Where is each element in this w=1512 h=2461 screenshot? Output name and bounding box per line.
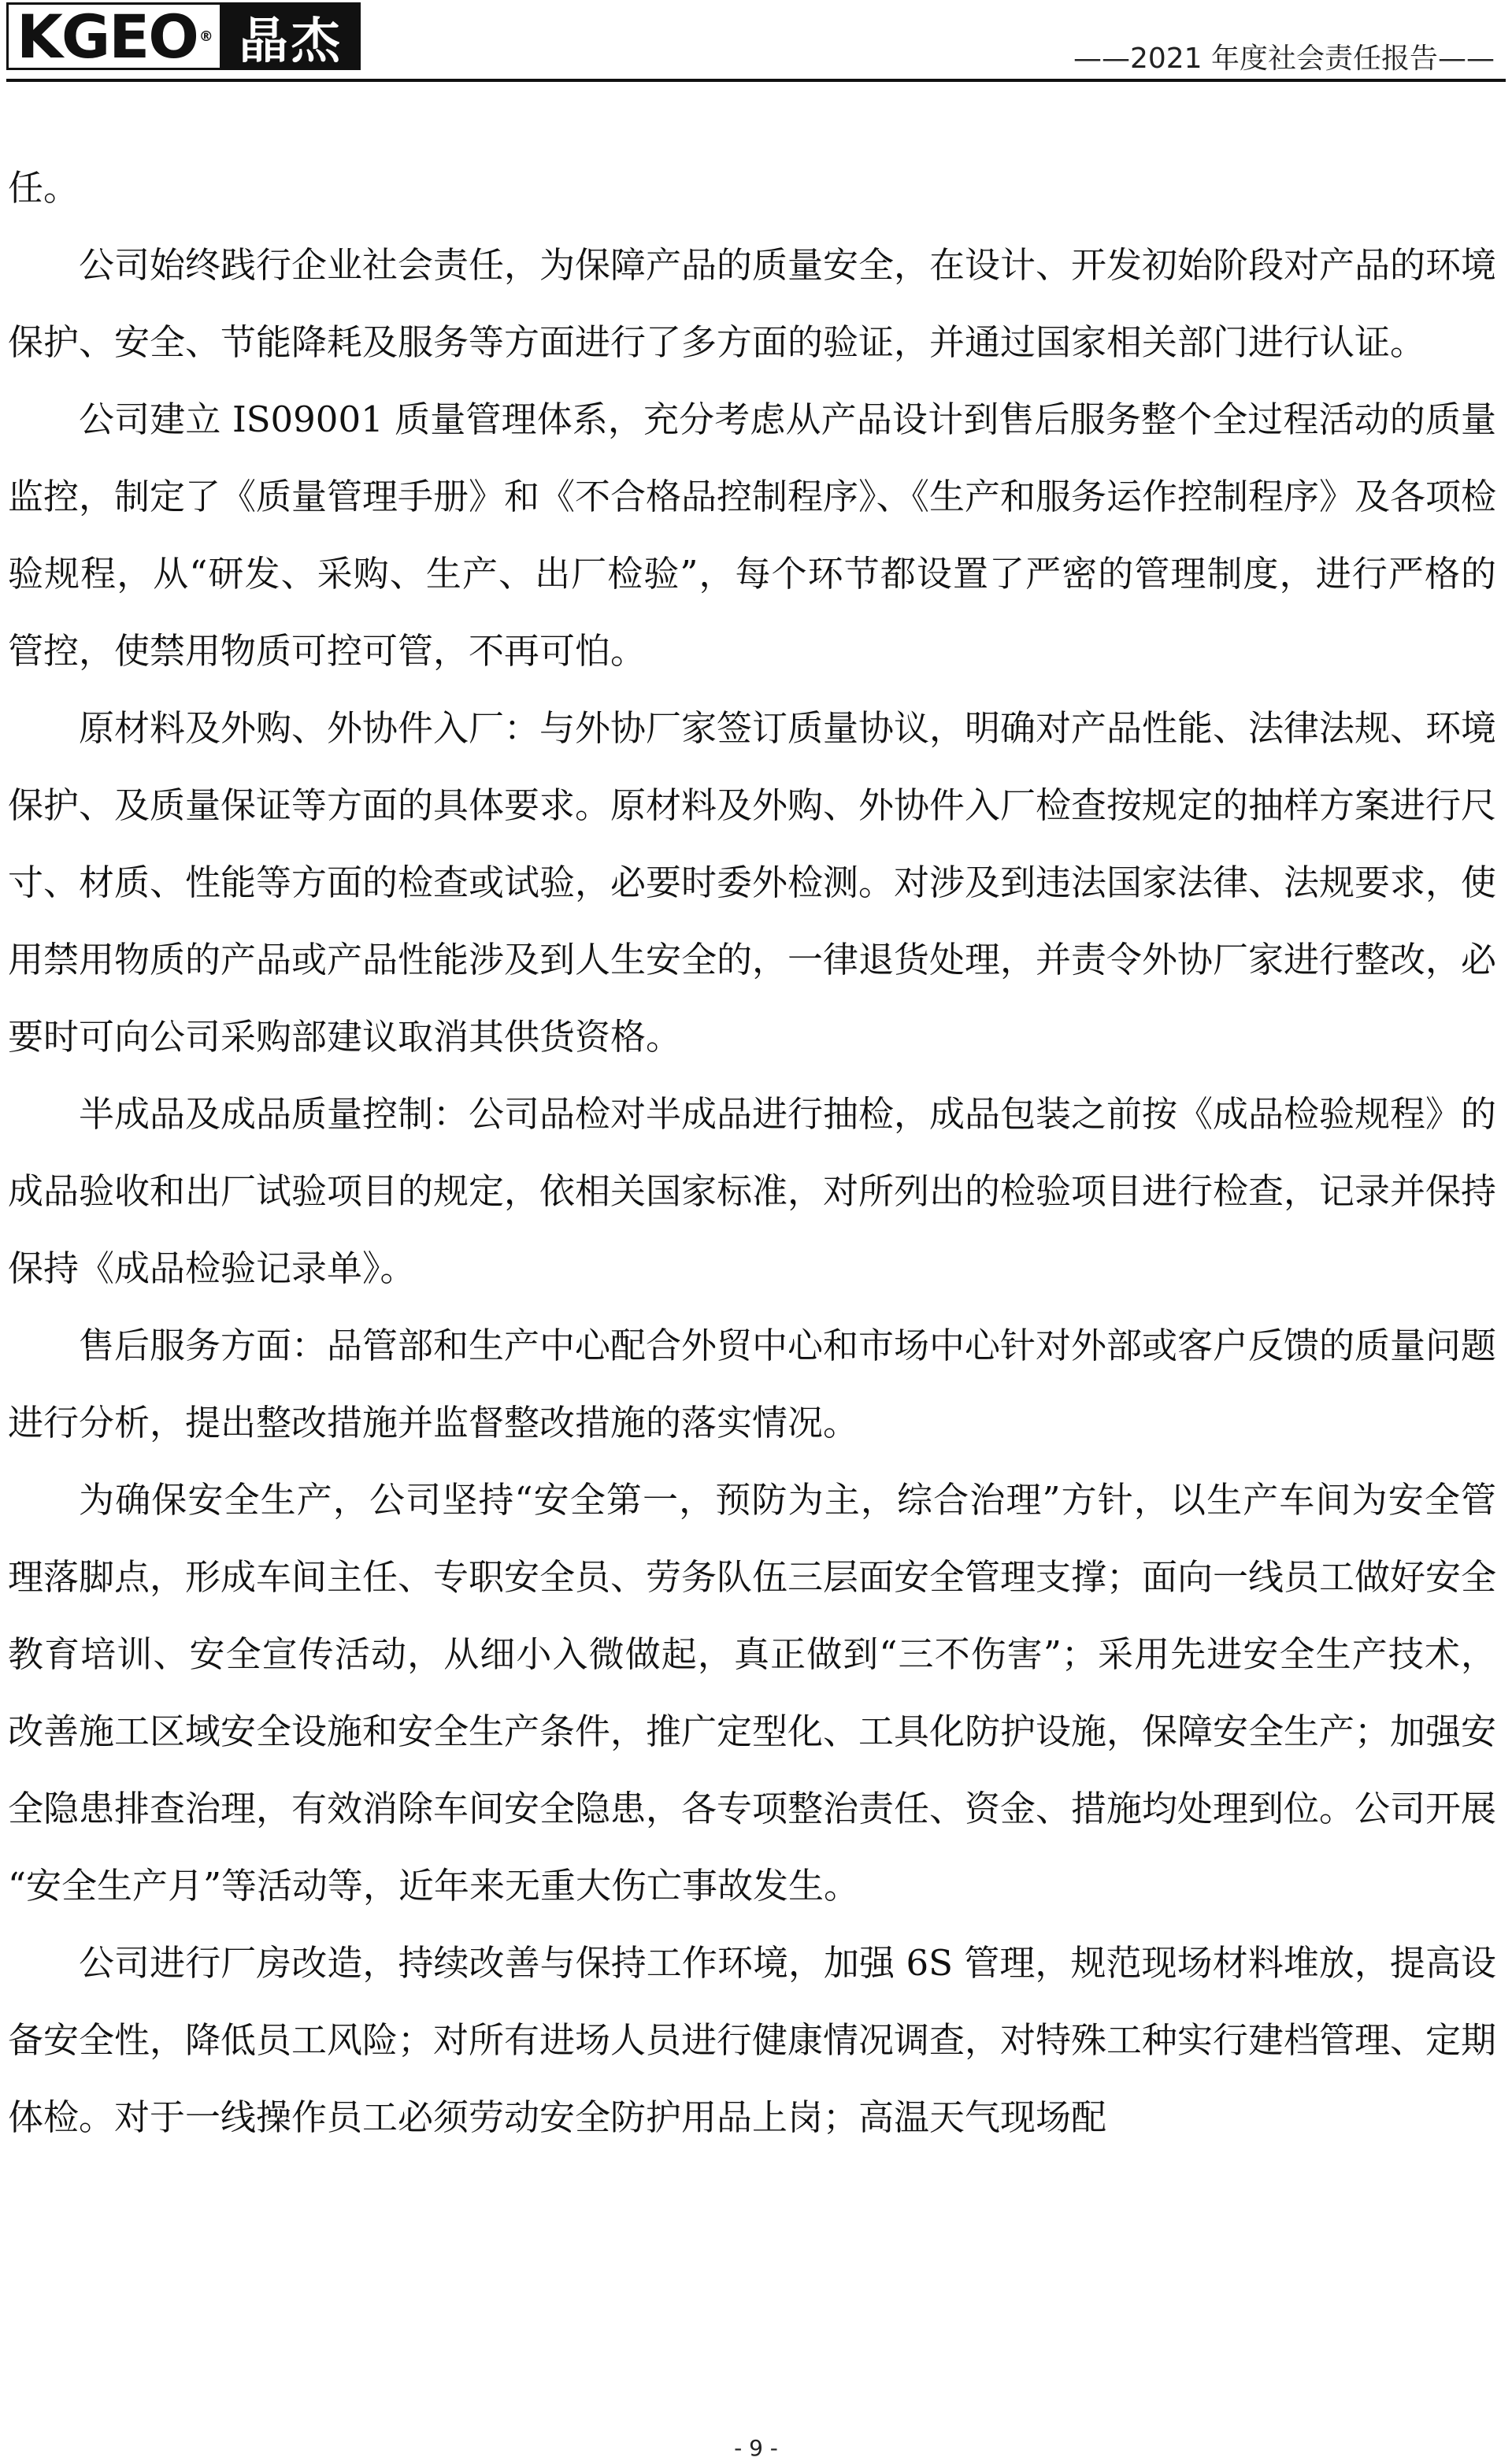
logo-chinese-name: 晶杰 (222, 2, 361, 70)
paragraph-continuation: 任。 (8, 167, 80, 209)
paragraph-incoming-materials: 原材料及外购、外协件入厂：与外协厂家签订质量协议，明确对产品性能、法律法规、环境保护、及质量保证等方面的具体要求。原材料及外购、外协件入厂检查按规定的抽样方案进行尺寸、材质、性能等方面的检查或试验，必要时委外检测。对涉及到违法国家法律、法规要求，使用禁用物质的产品或产品性能涉及到人生安全的，一律退货处理，并责令外协厂家进行整改，必要时可向公司采购部建议取消其供货资格。 (8, 707, 1497, 1058)
report-title: ——2021 年度社会责任报告—— (1073, 43, 1495, 75)
page-header (0, 0, 1512, 87)
paragraph-quality-system: 公司建立 IS09001 质量管理体系，充分考虑从产品设计到售后服务整个全过程活动的质量监控，制定了《质量管理手册》和《不合格品控制程序》、《生产和服务运作控制程序》及各项检验规程，从“研发、采购、生产、出厂检验”，每个环节都设置了严密的管理制度，进行严格的管控，使禁用物质可控可管，不再可怕。 (8, 398, 1497, 672)
paragraph-after-sales-service: 售后服务方面：品管部和生产中心配合外贸中心和市场中心针对外部或客户反馈的质量问题进行分析，提出整改措施并监督整改措施的落实情况。 (8, 1325, 1497, 1444)
body-text (8, 150, 1496, 2156)
registered-mark: ® (198, 28, 212, 45)
paragraph-safety-production: 为确保安全生产，公司坚持“安全第一，预防为主，综合治理”方针，以生产车间为安全管理落脚点，形成车间主任、专职安全员、劳务队伍三层面安全管理支撑；面向一线员工做好安全教育培训、安全宣传活动，从细小入微做起，真正做到“三不伤害”；采用先进安全生产技术，改善施工区域安全设施和安全生产条件，推广定型化、工具化防护设施，保障安全生产；加强安全隐患排查治理，有效消除车间安全隐患，各专项整治责任、资金、措施均处理到位。公司开展 “安全生产月”等活动等，近年来无重大伤亡事故发生。 (8, 1479, 1497, 1907)
paragraph-work-environment: 公司进行厂房改造，持续改善与保持工作环境，加强 6S 管理，规范现场材料堆放，提高设备安全性，降低员工风险；对所有进场人员进行健康情况调查，对特殊工种实行建档管理、定期体检。对于一线操作员工必须劳动安全防护用品上岗；高温天气现场配 (8, 1942, 1497, 2138)
page-number: - 9 - (734, 2435, 778, 2461)
logo-latin-text: KGEO (17, 1, 198, 72)
paragraph-csr-commitment: 公司始终践行企业社会责任，为保障产品的质量安全，在设计、开发初始阶段对产品的环境保护、安全、节能降耗及服务等方面进行了多方面的验证，并通过国家相关部门进行认证。 (8, 244, 1497, 363)
company-logo (6, 1, 361, 72)
logo-wordmark (6, 2, 222, 70)
header-divider (6, 79, 1506, 82)
paragraph-product-quality-control: 半成品及成品质量控制：公司品检对半成品进行抽检，成品包装之前按《成品检验规程》的成品验收和出厂试验项目的规定，依相关国家标准，对所列出的检验项目进行检查，记录并保持保持《成品检验记录单》。 (8, 1093, 1497, 1289)
